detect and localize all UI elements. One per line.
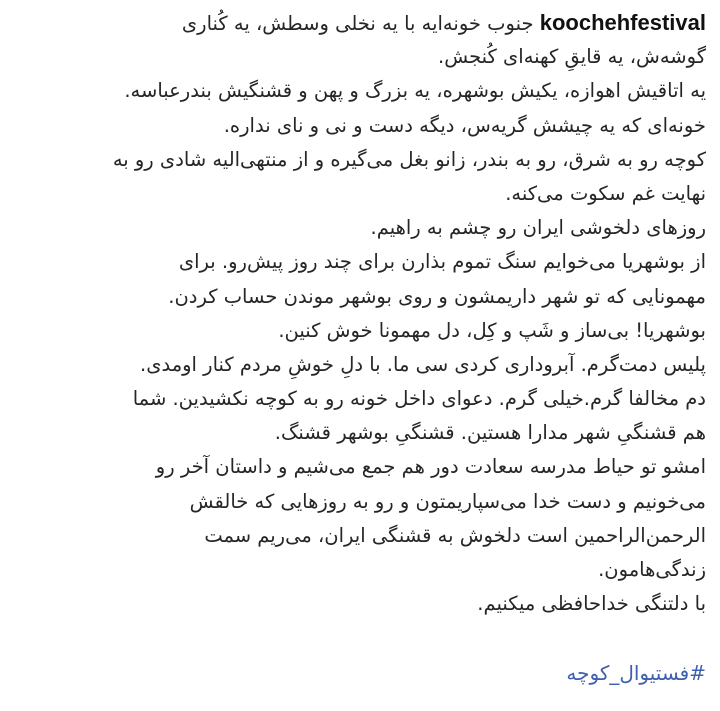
caption-line: بوشهریا! بی‌ساز و شَپ و کِل، دل مهمونا خوش کنین. (278, 318, 706, 342)
caption-line: پلیس دمت‌گرم. آبروداری کردی سی ما. با دلِ خوشِ مردم کنار اومدی. (140, 352, 706, 376)
caption-line: از بوشهریا می‌خوایم سنگ تموم بذارن برای چند روز پیش‌رو. برای (178, 250, 706, 274)
username-link[interactable]: koochehfestival (539, 10, 706, 35)
caption-line: روزهای دلخوشی ایران رو چشم به راهیم. (370, 216, 706, 240)
caption-line: خونه‌ای که یه چیشش گریه‌س، دیگه دست و نی و نای نداره. (223, 113, 706, 137)
caption-line: مهمونایی که تو شهر داریمشون و روی بوشهر موندن حساب کردن. (168, 284, 706, 308)
post-caption (6, 6, 706, 621)
caption-line: با دلتنگی خداحافظی میکنیم. (477, 592, 706, 616)
caption-line: الرحمن‌الراحمین است دلخوش به قشنگی ایران، می‌ریم سمت (204, 523, 706, 547)
caption-line: امشو تو حیاط مدرسه سعادت دور هم جمع می‌شیم و داستان آخر رو (155, 455, 706, 479)
hashtag-link[interactable]: #فستیوال_کوچه (566, 661, 706, 685)
caption-line: یه اتاقیش اهوازه، یکیش بوشهره، یه بزرگ و پهن و قشنگیش بندرعباسه. (124, 79, 706, 103)
caption-line: کوچه رو به شرق، رو به بندر، زانو بغل می‌گیره و از منتهی‌الیه شادی رو به (112, 147, 706, 171)
caption-line (6, 6, 706, 40)
caption-line: گوشه‌ش، یه قایقِ کهنه‌ای کُنجش. (438, 45, 706, 69)
caption-line: هم قشنگیِ شهر مدارا هستین. قشنگیِ بوشهر قشنگ. (274, 421, 706, 445)
caption-line: نهایت غم سکوت می‌کنه. (505, 181, 706, 205)
caption-text: جنوب خونه‌ایه با یه نخلی وسطش، یه کُناری (181, 12, 534, 35)
caption-line: می‌خونیم و دست خدا می‌سپاریمتون و رو به روزهایی که خالقش (189, 489, 706, 513)
caption-line: دم مخالفا گرم.خیلی گرم. دعوای داخل خونه رو به کوچه نکشیدین. شما (132, 387, 706, 411)
caption-line: زندگی‌هامون. (598, 558, 706, 581)
